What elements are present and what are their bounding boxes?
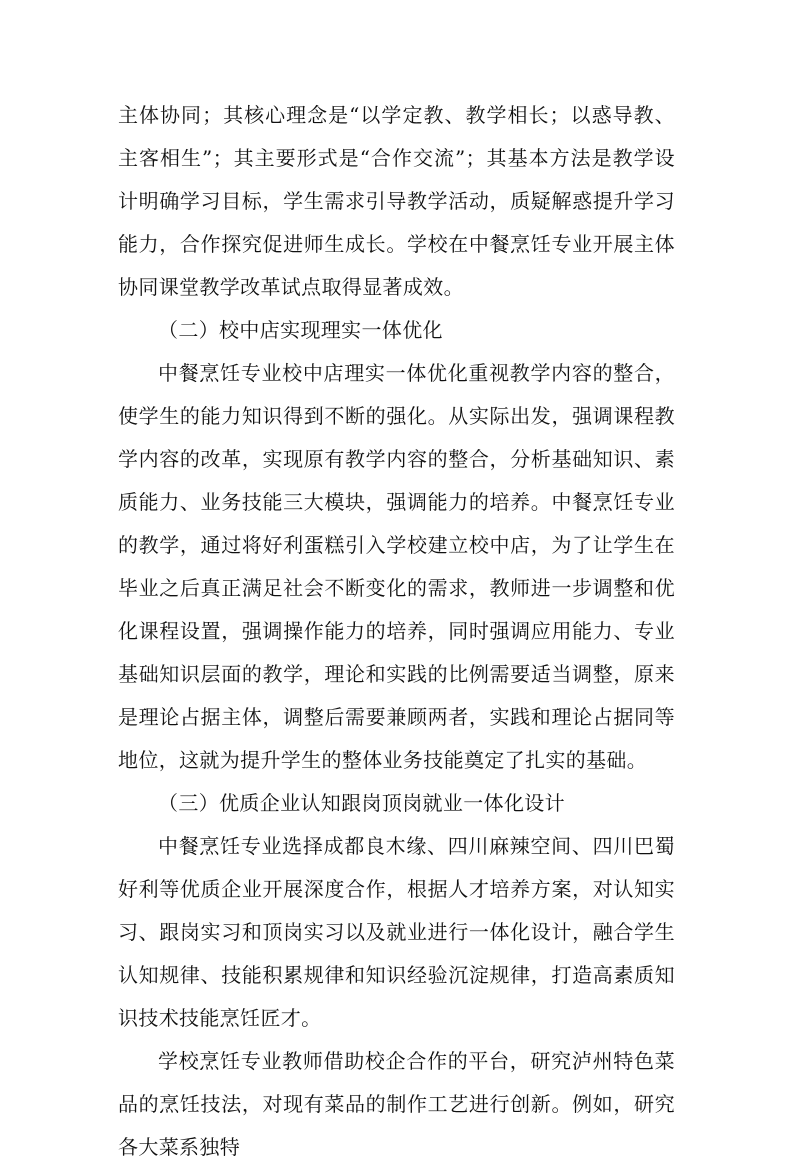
paragraph-continuation: 主体协同；其核心理念是“以学定教、教学相长；以惑导教、主客相生”；其主要形式是“合作交流”；其基本方法是教学设计明确学习目标，学生需求引导教学活动，质疑解惑提升学习能力，合作探究促进师生成长。学校在中餐烹饪专业开展主体协同课堂教学改革试点取得显著成效。	[118, 103, 675, 299]
paragraph-enterprise-cooperation: 中餐烹饪专业选择成都良木缘、四川麻辣空间、四川巴蜀好利等优质企业开展深度合作，根据人才培养方案，对认知实习、跟岗实习和顶岗实习以及就业进行一体化设计，融合学生认知规律、技能积累规律和知识经验沉淀规律，打造高素质知识技术技能烹饪匠才。	[118, 834, 675, 1030]
document-body	[118, 94, 675, 1169]
paragraph-school-shop: 中餐烹饪专业校中店理实一体优化重视教学内容的整合，使学生的能力知识得到不断的强化。从实际出发，强调课程教学内容的改革，实现原有教学内容的整合，分析基础知识、素质能力、业务技能三大模块，强调能力的培养。中餐烹饪专业的教学，通过将好利蛋糕引入学校建立校中店，为了让学生在毕业之后真正满足社会不断变化的需求，教师进一步调整和优化课程设置，强调操作能力的培养，同时强调应用能力、专业基础知识层面的教学，理论和实践的比例需要适当调整，原来是理论占据主体，调整后需要兼顾两者，实践和理论占据同等地位，这就为提升学生的整体业务技能奠定了扎实的基础。	[118, 361, 675, 772]
section-heading-2: （二）校中店实现理实一体优化	[158, 318, 443, 342]
section-heading-3: （三）优质企业认知跟岗顶岗就业一体化设计	[158, 791, 565, 815]
paragraph-teacher-research: 学校烹饪专业教师借助校企合作的平台，研究泸州特色菜品的烹饪技法，对现有菜品的制作工艺进行创新。例如，研究各大菜系独特	[118, 1049, 675, 1159]
